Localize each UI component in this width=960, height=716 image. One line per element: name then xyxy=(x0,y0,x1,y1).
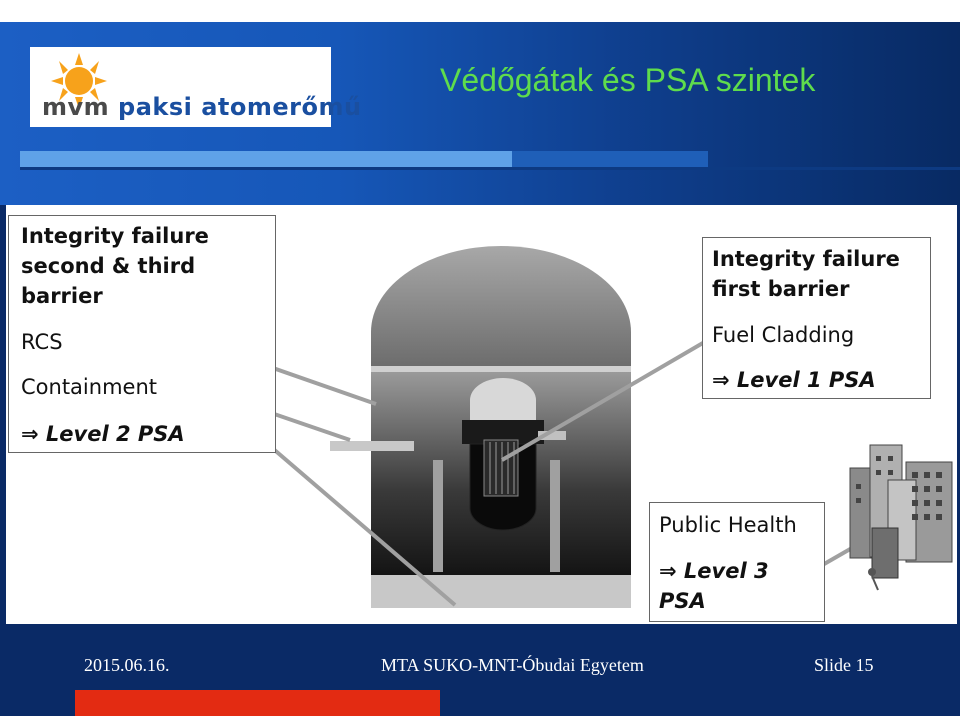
box-left-rcs: RCS xyxy=(21,330,63,354)
box-left-line1: Integrity failure xyxy=(21,224,209,248)
footer-slide-number: Slide 15 xyxy=(814,655,874,675)
public-health-box-level3 xyxy=(649,502,825,622)
box-left-line3: barrier xyxy=(21,284,103,308)
slide-title: Védőgátak és PSA szintek xyxy=(440,62,816,98)
logo-company-name: paksi atomerőmű xyxy=(118,93,362,121)
box-right-fuel-cladding: Fuel Cladding xyxy=(712,323,855,347)
barrier-box-level2 xyxy=(8,215,276,453)
box-right-line1: Integrity failure xyxy=(712,247,900,271)
box-right-psa: ⇒ Level 1 PSA xyxy=(712,368,876,392)
box-bottom-psa-line1: ⇒ Level 3 xyxy=(659,559,769,583)
box-bottom-psa-line2: PSA xyxy=(659,589,706,613)
logo-mark: mvm xyxy=(42,93,110,121)
box-left-psa: ⇒ Level 2 PSA xyxy=(21,422,185,446)
footer-organization: MTA SUKO-MNT-Óbudai Egyetem xyxy=(381,655,644,675)
barrier-box-level1 xyxy=(702,237,931,399)
box-left-containment: Containment xyxy=(21,375,157,399)
box-bottom-public-health: Public Health xyxy=(659,513,797,537)
city-buildings-icon xyxy=(850,445,952,590)
box-left-line2: second & third xyxy=(21,254,196,278)
footer-date: 2015.06.16. xyxy=(84,655,170,675)
box-right-line2: first barrier xyxy=(712,277,850,301)
footer-accent-bar xyxy=(75,690,440,716)
